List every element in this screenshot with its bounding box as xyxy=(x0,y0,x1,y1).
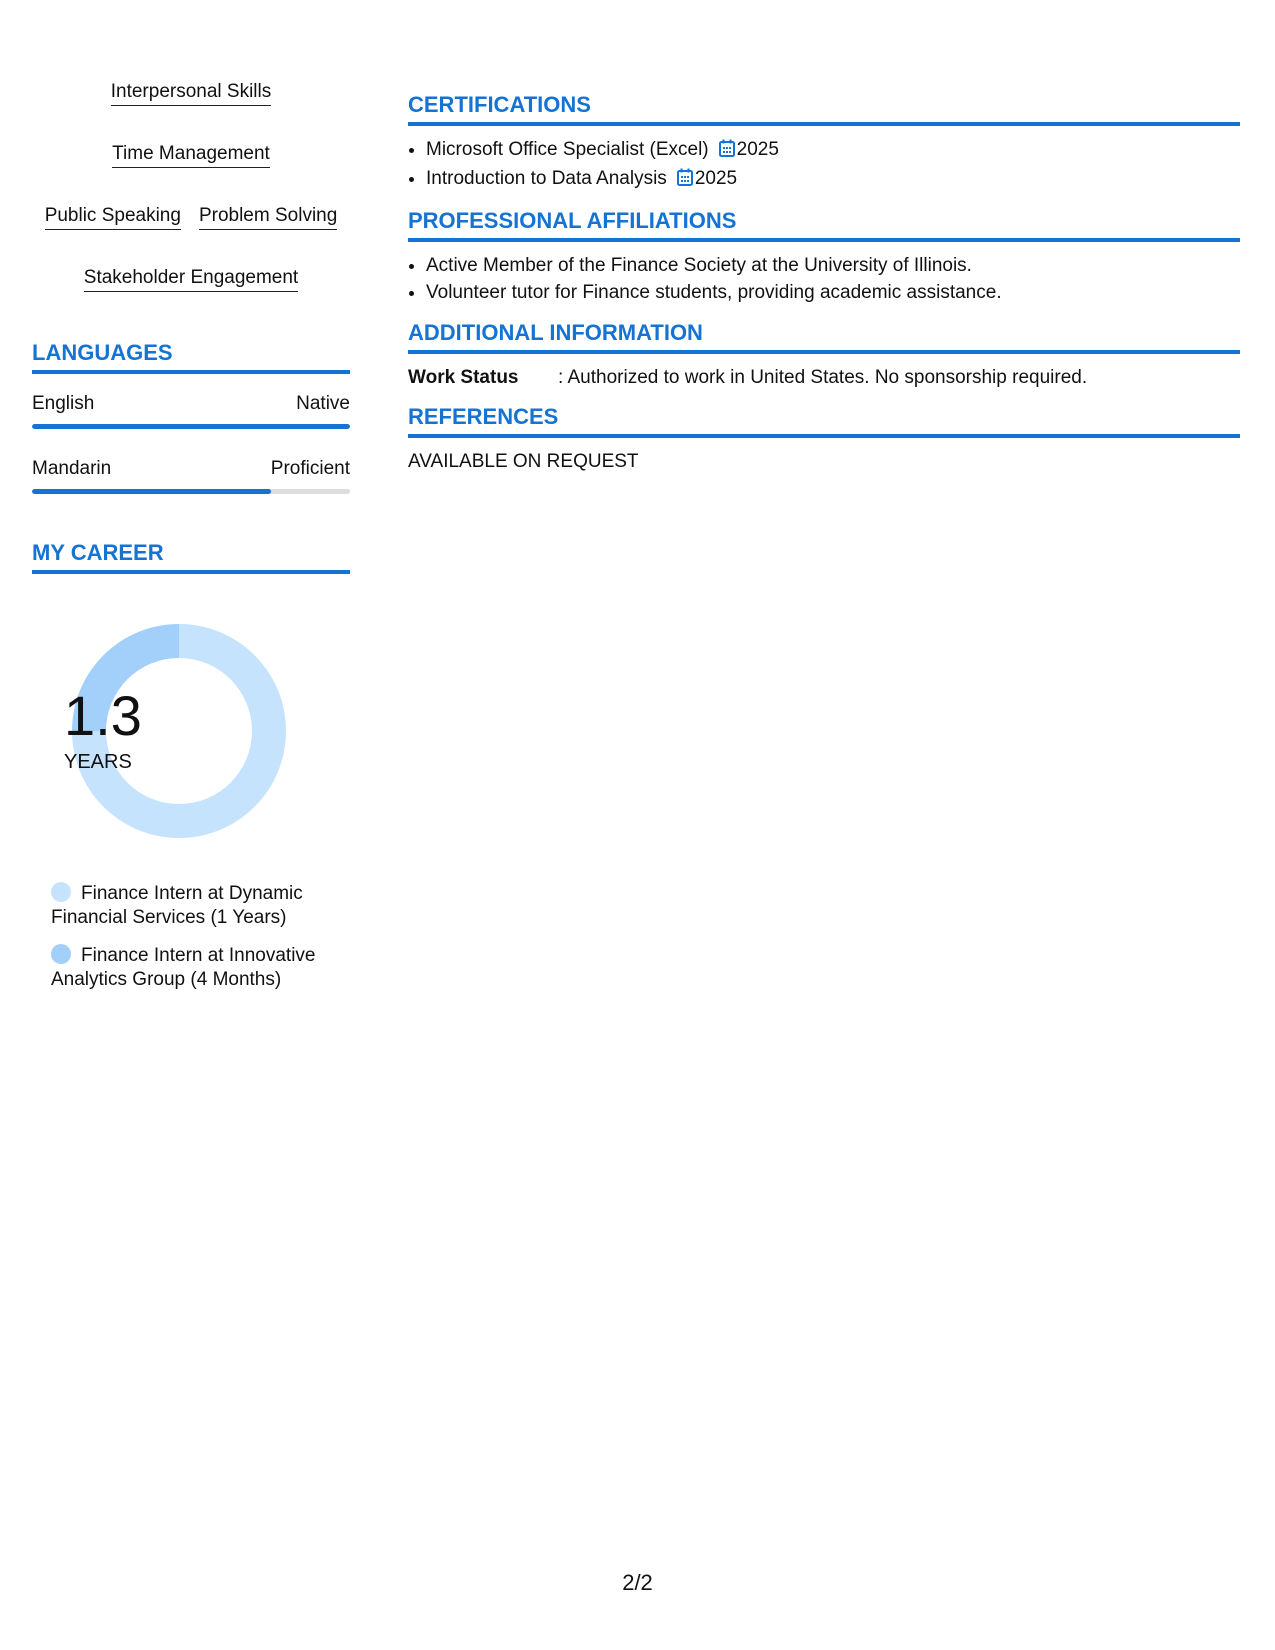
calendar-icon xyxy=(719,138,735,165)
certification-item xyxy=(426,136,1240,165)
additional-info-section xyxy=(408,320,1240,390)
language-row xyxy=(32,392,350,429)
certification-year: 2025 xyxy=(736,139,779,160)
career-legend-item xyxy=(51,944,341,992)
work-status-key: Work Status xyxy=(408,367,519,388)
certification-name: Microsoft Office Specialist (Excel) xyxy=(426,139,709,160)
career-donut-chart xyxy=(64,616,294,846)
certification-item xyxy=(426,165,1240,194)
languages-section xyxy=(32,340,350,494)
skill-tag: Interpersonal Skills xyxy=(111,80,272,106)
skill-tag: Problem Solving xyxy=(199,204,337,230)
additional-info-heading: ADDITIONAL INFORMATION xyxy=(408,320,1240,354)
certification-year: 2025 xyxy=(694,168,738,189)
skills-list xyxy=(32,80,350,292)
work-status-row xyxy=(408,366,1240,390)
affiliations-list xyxy=(408,252,1240,306)
affiliations-heading: PROFESSIONAL AFFILIATIONS xyxy=(408,208,1240,242)
language-row xyxy=(32,457,350,494)
certifications-heading: CERTIFICATIONS xyxy=(408,92,1240,126)
career-entry-label: Finance Intern at Dynamic Financial Services (1 Years) xyxy=(51,883,303,928)
languages-heading: LANGUAGES xyxy=(32,340,350,374)
legend-dot xyxy=(51,944,71,964)
affiliation-item: • Active Member of the Finance Society at the University of Illinois. xyxy=(426,252,1240,279)
career-section xyxy=(32,540,350,1006)
skill-tag: Time Management xyxy=(112,142,270,168)
career-heading: MY CAREER xyxy=(32,540,350,574)
page-number: 2/2 xyxy=(622,1570,653,1595)
references-heading: REFERENCES xyxy=(408,404,1240,438)
certification-name: Introduction to Data Analysis xyxy=(426,168,667,189)
references-section xyxy=(408,404,1240,474)
certifications-section xyxy=(408,92,1240,194)
career-legend xyxy=(51,882,350,992)
references-text: AVAILABLE ON REQUEST xyxy=(408,451,639,472)
language-bar xyxy=(32,424,350,429)
affiliation-item: • Volunteer tutor for Finance students, providing academic assistance. xyxy=(426,279,1240,306)
certifications-list xyxy=(408,136,1240,194)
language-bar xyxy=(32,489,350,494)
legend-dot xyxy=(51,882,71,902)
language-name: Mandarin xyxy=(32,458,112,479)
career-total-years: 1.3 xyxy=(64,684,142,747)
left-column xyxy=(32,80,350,494)
language-bar-fill xyxy=(32,489,271,494)
right-column xyxy=(408,92,1240,488)
career-total-unit: YEARS xyxy=(64,751,132,773)
language-level: Native xyxy=(296,393,350,414)
work-status-value: : Authorized to work in United States. No sponsorship required. xyxy=(558,367,1088,388)
language-name: English xyxy=(32,393,95,414)
skill-tag: Public Speaking xyxy=(45,204,181,230)
calendar-icon xyxy=(677,167,693,194)
language-level: Proficient xyxy=(270,458,350,479)
career-entry-label: Finance Intern at Innovative Analytics Group (4 Months) xyxy=(51,945,316,990)
skill-tag: Stakeholder Engagement xyxy=(84,266,298,292)
career-legend-item xyxy=(51,882,341,930)
affiliations-section xyxy=(408,208,1240,306)
language-bar-fill xyxy=(32,424,350,429)
